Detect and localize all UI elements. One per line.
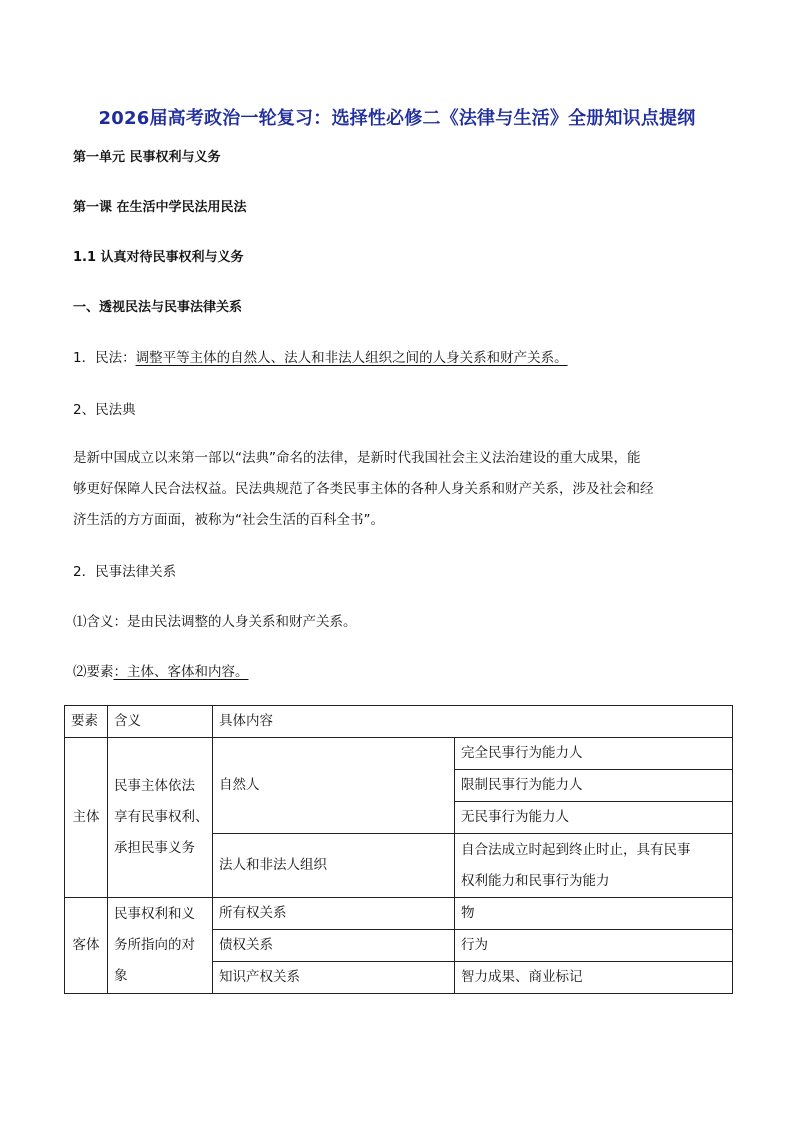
object-meaning-cell (108, 898, 213, 994)
part-heading: 一、透视民法与民事法律关系 (73, 300, 243, 315)
item1-text: 调整平等主体的自然人、法人和非法人组织之间的人身关系和财产关系。 (135, 350, 568, 366)
elements-table (64, 705, 733, 994)
item3-heading: 2．民事法律关系 (73, 564, 177, 580)
table-row (65, 898, 733, 930)
header-cell: 含义 (108, 706, 213, 738)
item2-heading: 2、民法典 (73, 402, 136, 418)
meaning-line: 民事权利和义 (114, 906, 195, 922)
unit-heading: 第一单元 民事权利与义务 (73, 150, 221, 165)
table-cell: 物 (455, 898, 733, 930)
subject-label-cell: 主体 (65, 738, 108, 898)
table-cell: 债权关系 (213, 930, 455, 962)
table-cell: 限制民事行为能力人 (455, 770, 733, 802)
item3-2-text: ：主体、客体和内容。 (113, 664, 249, 680)
meaning-line: 民事主体依法 (114, 778, 195, 794)
item3-2-prefix: ⑵要素 (73, 664, 114, 680)
legal-person-cell: 法人和非法人组织 (213, 834, 455, 898)
table-cell: 所有权关系 (213, 898, 455, 930)
paragraph-line: 济生活的方方面面，被称为“社会生活的百科全书”。 (73, 512, 384, 528)
table-cell: 完全民事行为能力人 (455, 738, 733, 770)
table-cell: 行为 (455, 930, 733, 962)
paragraph-line: 是新中国成立以来第一部以“法典”命名的法律，是新时代我国社会主义法治建设的重大成果，能 (73, 450, 641, 466)
desc-line: 自合法成立时起到终止时止，具有民事 (461, 841, 691, 858)
item2-paragraph (73, 443, 725, 536)
object-label-cell: 客体 (65, 898, 108, 994)
item3-1: ⑴含义：是由民法调整的人身关系和财产关系。 (73, 614, 357, 630)
header-cell: 具体内容 (213, 706, 733, 738)
item1 (73, 346, 568, 366)
item1-prefix: 1．民法： (73, 350, 136, 366)
table-row (65, 738, 733, 770)
subject-meaning-cell (108, 738, 213, 898)
table-cell: 知识产权关系 (213, 962, 455, 994)
meaning-line: 承担民事义务 (114, 840, 195, 856)
table-header-row (65, 706, 733, 738)
section-heading: 1.1 认真对待民事权利与义务 (73, 250, 244, 265)
table-cell: 无民事行为能力人 (455, 802, 733, 834)
legal-desc-cell (455, 834, 733, 898)
table-cell: 智力成果、商业标记 (455, 962, 733, 994)
document-title: 2026届高考政治一轮复习：选择性必修二《法律与生活》全册知识点提纲 (98, 108, 696, 129)
meaning-line: 务所指向的对 (114, 937, 195, 953)
meaning-line: 象 (114, 968, 128, 984)
desc-line: 权利能力和民事行为能力 (461, 872, 610, 889)
paragraph-line: 够更好保障人民合法权益。民法典规范了各类民事主体的各种人身关系和财产关系，涉及社会和经 (73, 481, 654, 497)
item3-2 (73, 660, 249, 680)
meaning-line: 享有民事权利、 (114, 809, 209, 825)
header-cell: 要素 (65, 706, 108, 738)
lesson-heading: 第一课 在生活中学民法用民法 (73, 200, 247, 215)
natural-person-cell: 自然人 (213, 738, 455, 834)
